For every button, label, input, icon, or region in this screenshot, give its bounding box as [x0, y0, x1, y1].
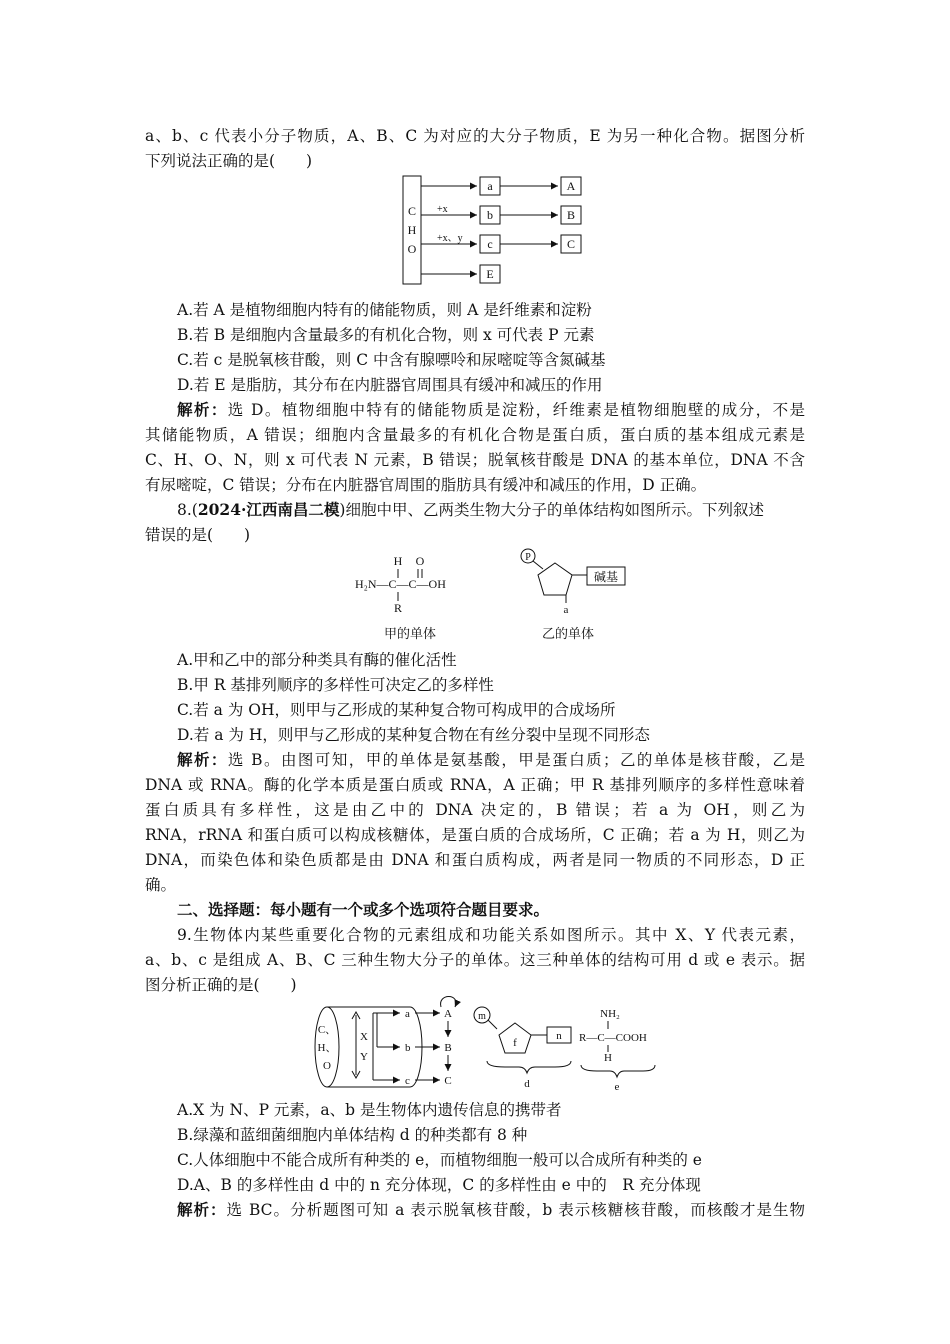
- amino-caption: 甲的单体: [383, 626, 437, 641]
- q8-analysis-line5: DNA，而染色体和染色质都是由 DNA 和蛋白质构成，两者是同一物质的不同形态，D 正: [145, 851, 805, 869]
- q8-figure: [350, 545, 640, 645]
- q7-analysis-text1: 选 D。植物细胞中特有的储能物质是淀粉，纤维素是植物细胞壁的成分，不是: [227, 401, 805, 419]
- arrow-label-x: +x: [437, 204, 448, 215]
- q9-poly-a: A: [444, 1008, 452, 1020]
- nucleotide-a: a: [563, 604, 569, 616]
- d-n: n: [556, 1030, 562, 1042]
- amino-h-top: H: [393, 554, 403, 568]
- q8-option-d: D.若 a 为 H，则甲与乙形成的某种复合物在有丝分裂中呈现不同形态: [177, 726, 650, 744]
- q7-analysis-label: 解析：: [177, 400, 228, 419]
- amino-backbone: H₂N—C—C—OH: [355, 577, 446, 591]
- q9-element-h: H、: [317, 1042, 337, 1054]
- q8-stem-line1: [177, 498, 764, 522]
- e-nh2: NH₂: [600, 1008, 620, 1020]
- q9-analysis-line1: [177, 1198, 805, 1222]
- q8-option-a: A.甲和乙中的部分种类具有酶的催化活性: [177, 651, 457, 669]
- q8-analysis-line2: DNA 或 RNA。酶的化学本质是蛋白质或 RNA，A 正确；甲 R 基排列顺序的多样性意味着: [145, 776, 805, 794]
- e-label: e: [614, 1081, 620, 1093]
- q8-option-b: B.甲 R 基排列顺序的多样性可决定乙的多样性: [177, 676, 494, 694]
- element-o: O: [407, 242, 417, 256]
- q9-x: X: [360, 1031, 368, 1043]
- label-big-c: C: [566, 237, 576, 251]
- q8-analysis-line3: 蛋白质具有多样性，这是由乙中的 DNA 决定的，B 错误；若 a 为 OH，则乙为: [145, 801, 805, 819]
- q7-option-c: C.若 c 是脱氧核苷酸，则 C 中含有腺嘌呤和尿嘧啶等含氮碱基: [177, 351, 606, 369]
- base-label: 碱基: [593, 570, 619, 584]
- q8-analysis-text1: 选 B。由图可知，甲的单体是氨基酸，甲是蛋白质；乙的单体是核苷酸，乙是: [227, 751, 805, 769]
- pentose-ring: [538, 563, 572, 595]
- q8-analysis-line6: 确。: [145, 876, 177, 894]
- q9-option-d: D.A、B 的多样性由 d 中的 n 充分体现，C 的多样性由 e 中的 R 充分体现: [177, 1176, 701, 1194]
- q7-option-a: A.若 A 是植物细胞内特有的储能物质，则 A 是纤维素和淀粉: [177, 301, 592, 319]
- q7-stem-line2: 下列说法正确的是( ): [145, 152, 313, 170]
- q8-stem-rest: )细胞中甲、乙两类生物大分子的单体结构如图所示。下列叙述: [339, 501, 764, 519]
- q9-stem-line3: 图分析正确的是( ): [145, 976, 297, 994]
- label-big-b: B: [566, 208, 576, 222]
- q9-analysis-label: 解析：: [177, 1200, 227, 1219]
- q9-stem-line2: a、b、c 是组成 A、B、C 三种生物大分子的单体。这三种单体的结构可用 d 或 e 表示。据: [145, 951, 805, 969]
- element-c: C: [407, 204, 417, 218]
- q8-option-c: C.若 a 为 OH，则甲与乙形成的某种复合物可构成甲的合成场所: [177, 701, 616, 719]
- label-big-a: A: [566, 179, 576, 193]
- phosphate-p: P: [525, 552, 531, 563]
- e-h: H: [604, 1052, 612, 1064]
- q9-option-b: B.绿藻和蓝细菌细胞内单体结构 d 的种类都有 8 种: [177, 1126, 528, 1144]
- q9-mono-c: c: [405, 1075, 410, 1087]
- q9-analysis-text: 选 BC。分析题图可知 a 表示脱氧核苷酸，b 表示核糖核苷酸，而核酸才是生物: [226, 1201, 805, 1219]
- q9-element-o: O: [323, 1060, 331, 1072]
- q9-element-c: C、: [317, 1024, 337, 1036]
- arrow-label-xy: +x、y: [437, 233, 463, 244]
- q9-option-c: C.人体细胞中不能合成所有种类的 e，而植物细胞一般可以合成所有种类的 e: [177, 1151, 702, 1169]
- q7-analysis-line2: 其储能物质，A 错误；细胞内含量最多的有机化合物是蛋白质，蛋白质的基本组成元素是: [145, 426, 805, 444]
- amino-o-top: O: [415, 554, 425, 568]
- q7-option-d: D.若 E 是脂肪，其分布在内脏器官周围具有缓冲和减压的作用: [177, 376, 603, 394]
- amino-r: R: [393, 601, 403, 615]
- d-m: m: [478, 1011, 486, 1022]
- q9-mono-b: b: [405, 1042, 411, 1054]
- section2-heading: 二、选择题：每小题有一个或多个选项符合题目要求。: [177, 900, 550, 919]
- element-h: H: [407, 223, 417, 237]
- q8-stem-line2: 错误的是( ): [145, 526, 251, 544]
- label-b: b: [487, 208, 493, 222]
- e-main: R—C—COOH: [579, 1032, 647, 1044]
- nucleotide-caption: 乙的单体: [541, 626, 595, 641]
- q9-mono-a: a: [405, 1008, 410, 1020]
- q9-poly-c: C: [444, 1075, 452, 1087]
- q8-number: 8.(: [177, 501, 198, 519]
- q9-stem-line1: 9.生物体内某些重要化合物的元素组成和功能关系如图所示。其中 X、Y 代表元素，: [177, 926, 805, 944]
- q7-stem-line1: a、b、c 代表小分子物质，A、B、C 为对应的大分子物质，E 为另一种化合物。据图分析: [145, 127, 805, 145]
- q8-source: 2024·江西南昌二模: [197, 500, 340, 519]
- q7-analysis-line1: [177, 398, 805, 422]
- q7-analysis-line3: C、H、O、N，则 x 可代表 N 元素，B 错误；脱氧核苷酸是 DNA 的基本单位，DNA 不含: [145, 451, 805, 469]
- q9-poly-b: B: [444, 1042, 452, 1054]
- q8-analysis-line4: RNA，rRNA 和蛋白质可以构成核糖体，是蛋白质的合成场所，C 正确；若 a 为 H，则乙为: [145, 826, 805, 844]
- q7-analysis-line4: 有尿嘧啶，C 错误；分布在内脏器官周围的脂肪具有缓冲和减压的作用，D 正确。: [145, 476, 707, 494]
- q9-figure: [305, 995, 675, 1095]
- q9-option-a: A.X 为 N、P 元素，a、b 是生物体内遗传信息的携带者: [177, 1101, 562, 1119]
- label-c: c: [487, 237, 493, 251]
- q8-analysis-line1: [177, 748, 805, 772]
- q9-y: Y: [360, 1051, 368, 1063]
- d-f: f: [513, 1037, 517, 1049]
- q8-analysis-label: 解析：: [177, 750, 228, 769]
- label-e: E: [486, 267, 494, 281]
- d-label: d: [524, 1078, 530, 1090]
- q7-option-b: B.若 B 是细胞内含量最多的有机化合物，则 x 可代表 P 元素: [177, 326, 595, 344]
- q7-diagram: [395, 170, 595, 290]
- label-a: a: [487, 179, 493, 193]
